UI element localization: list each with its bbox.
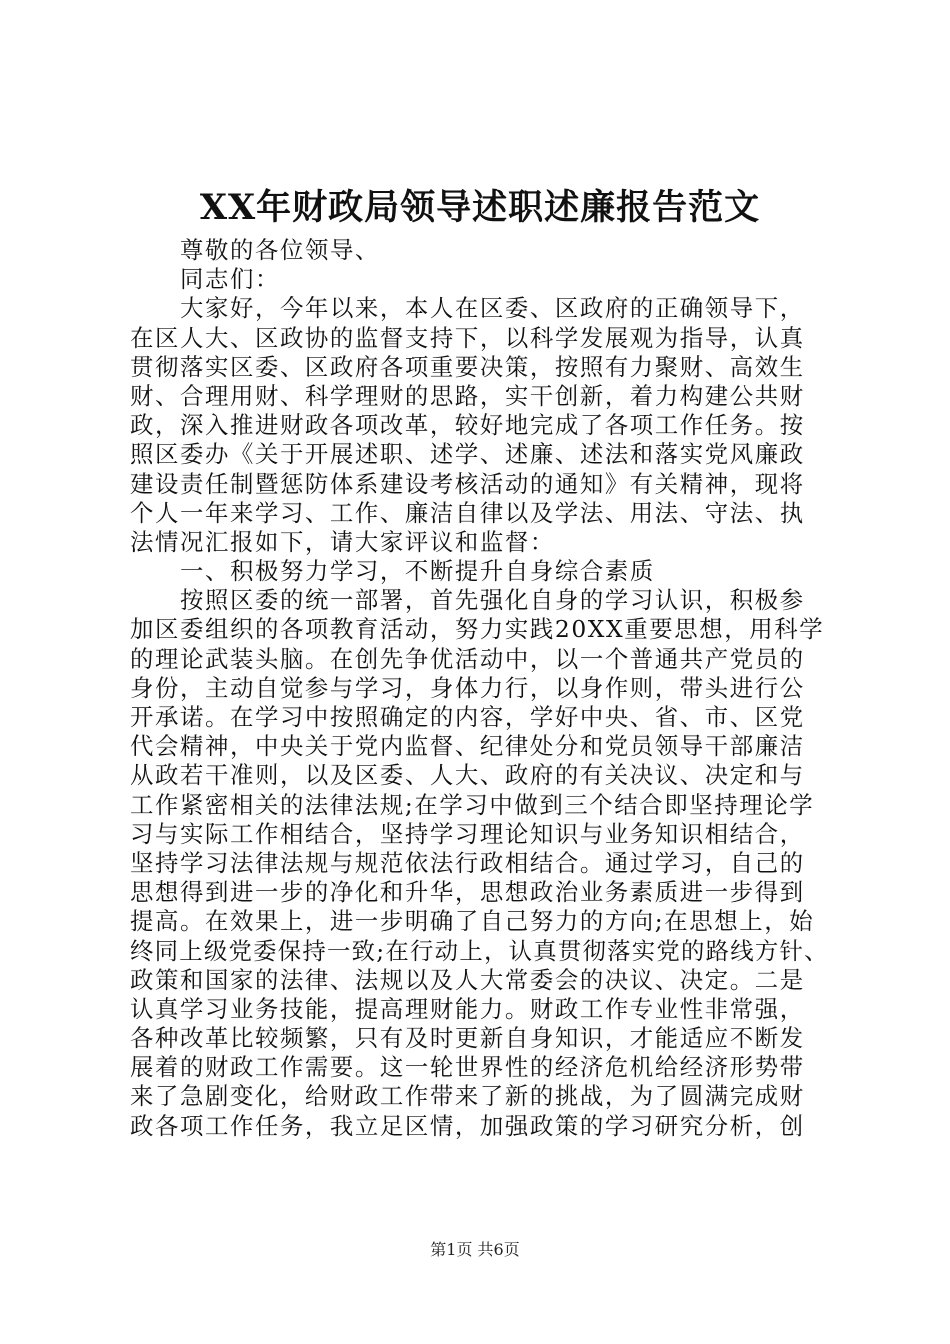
salutation-line: 同志们： <box>180 265 280 294</box>
paragraph-line: 开承诺。在学习中按照确定的内容，学好中央、省、市、区党 <box>130 703 805 731</box>
paragraph-line: 建设责任制暨惩防体系建设考核活动的通知》有关精神，现将 <box>130 469 805 498</box>
paragraph-line: 在区人大、区政协的监督支持下，以科学发展观为指导，认真 <box>130 323 805 352</box>
paragraph-line: 贯彻落实区委、区政府各项重要决策，按照有力聚财、高效生 <box>130 352 805 381</box>
paragraph-line: 提高。在效果上，进一步明确了自己努力的方向;在思想上，始 <box>130 907 815 936</box>
salutation-line: 尊敬的各位领导、 <box>180 236 380 264</box>
paragraph-line: 法情况汇报如下，请大家评议和监督： <box>130 527 555 556</box>
paragraph-line: 个人一年来学习、工作、廉洁自律以及学法、用法、守法、执 <box>130 498 805 527</box>
paragraph-line: 照区委办《关于开展述职、述学、述廉、述法和落实党风廉政 <box>130 440 805 469</box>
document-title: XX年财政局领导述职述廉报告范文 <box>199 187 761 228</box>
paragraph-line: 展着的财政工作需要。这一轮世界性的经济危机给经济形势带 <box>130 1053 805 1082</box>
paragraph-line: 思想得到进一步的净化和升华，思想政治业务素质进一步得到 <box>130 878 805 907</box>
section-heading: 一、积极努力学习，不断提升自身综合素质 <box>180 557 655 586</box>
paragraph-line: 政策和国家的法律、法规以及人大常委会的决议、决定。二是 <box>130 965 805 994</box>
paragraph-line: 坚持学习法律法规与规范依法行政相结合。通过学习，自己的 <box>130 848 805 877</box>
paragraph-line: 政，深入推进财政各项改革，较好地完成了各项工作任务。按 <box>130 411 805 440</box>
paragraph-line: 按照区委的统一部署，首先强化自身的学习认识，积极参 <box>180 586 805 615</box>
paragraph-line: 政各项工作任务，我立足区情，加强政策的学习研究分析，创 <box>130 1111 805 1140</box>
paragraph-line: 从政若干准则，以及区委、人大、政府的有关决议、决定和与 <box>130 761 805 790</box>
paragraph-line: 大家好，今年以来，本人在区委、区政府的正确领导下， <box>180 294 805 323</box>
paragraph-line: 认真学习业务技能，提高理财能力。财政工作专业性非常强， <box>130 994 805 1023</box>
paragraph-line: 工作紧密相关的法律法规;在学习中做到三个结合即坚持理论学 <box>130 790 815 819</box>
paragraph-line: 来了急剧变化，给财政工作带来了新的挑战，为了圆满完成财 <box>130 1082 805 1111</box>
paragraph-line: 习与实际工作相结合，坚持学习理论知识与业务知识相结合， <box>130 819 805 848</box>
paragraph-line: 各种改革比较频繁，只有及时更新自身知识，才能适应不断发 <box>130 1024 805 1053</box>
paragraph-line: 加区委组织的各项教育活动，努力实践20XX重要思想，用科学 <box>130 615 825 644</box>
paragraph-line: 身份，主动自觉参与学习，身体力行，以身作则，带头进行公 <box>130 673 805 702</box>
paragraph-line: 代会精神，中央关于党内监督、纪律处分和党员领导干部廉洁 <box>130 732 805 761</box>
paragraph-line: 终同上级党委保持一致;在行动上，认真贯彻落实党的路线方针、 <box>130 936 829 965</box>
paragraph-line: 的理论武装头脑。在创先争优活动中，以一个普通共产党员的 <box>130 644 805 673</box>
paragraph-line: 财、合理用财、科学理财的思路，实干创新，着力构建公共财 <box>130 381 805 410</box>
document-body <box>130 236 830 1141</box>
page-number: 第1页 共6页 <box>430 1240 520 1259</box>
